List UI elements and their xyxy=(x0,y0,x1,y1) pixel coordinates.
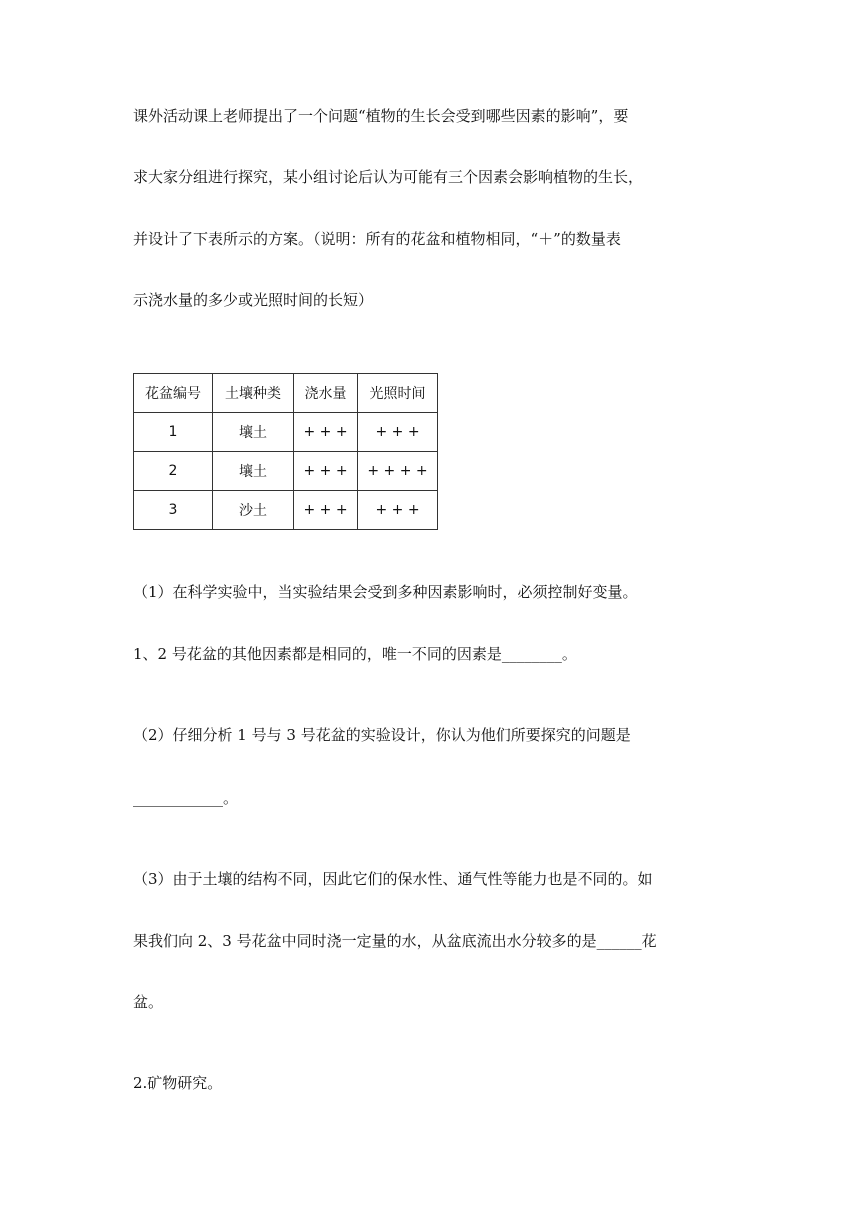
intro-line-1: 课外活动课上老师提出了一个问题“植物的生长会受到哪些因素的影响”，要 xyxy=(133,107,629,125)
header-light-time: 光照时间 xyxy=(358,374,438,413)
header-water-amount: 浇水量 xyxy=(294,374,358,413)
table-cell: 壤土 xyxy=(213,452,294,491)
intro-line-3: 并设计了下表所示的方案。（说明：所有的花盆和植物相同，“＋”的数量表 xyxy=(133,230,621,248)
table-cell: + + + xyxy=(294,452,358,491)
experiment-table xyxy=(133,373,438,530)
table-cell: + + + xyxy=(358,413,438,452)
table-cell: 壤土 xyxy=(213,413,294,452)
intro-line-2: 求大家分组进行探究，某小组讨论后认为可能有三个因素会影响植物的生长， xyxy=(133,168,644,186)
section-2-heading: 2.矿物研究。 xyxy=(133,1074,223,1092)
table-cell: 沙土 xyxy=(213,491,294,530)
question-1-line-2: 1、2 号花盆的其他因素都是相同的，唯一不同的因素是________。 xyxy=(133,645,577,663)
question-3-line-3: 盆。 xyxy=(133,993,164,1011)
table-cell: 1 xyxy=(134,413,213,452)
question-2-line-2: ____________。 xyxy=(133,789,239,807)
table-cell: 2 xyxy=(134,452,213,491)
intro-line-4: 示浇水量的多少或光照时间的长短） xyxy=(133,291,374,309)
table-cell: + + + xyxy=(294,491,358,530)
table-cell: + + + xyxy=(358,491,438,530)
header-soil-type: 土壤种类 xyxy=(213,374,294,413)
question-1-line-1: （1）在科学实验中，当实验结果会受到多种因素影响时，必须控制好变量。 xyxy=(133,583,638,601)
table-cell: + + + xyxy=(294,413,358,452)
question-2-line-1: （2）仔细分析 1 号与 3 号花盆的实验设计，你认为他们所要探究的问题是 xyxy=(133,726,631,744)
table-row xyxy=(134,413,438,452)
question-3-line-2: 果我们向 2、3 号花盆中同时浇一定量的水，从盆底流出水分较多的是______花 xyxy=(133,932,657,950)
table-row xyxy=(134,452,438,491)
table-row xyxy=(134,491,438,530)
table-cell: 3 xyxy=(134,491,213,530)
table-header-row xyxy=(134,374,438,413)
header-pot-number: 花盆编号 xyxy=(134,374,213,413)
question-3-line-1: （3）由于土壤的结构不同，因此它们的保水性、通气性等能力也是不同的。如 xyxy=(133,870,653,888)
table-cell: + + + + xyxy=(358,452,438,491)
